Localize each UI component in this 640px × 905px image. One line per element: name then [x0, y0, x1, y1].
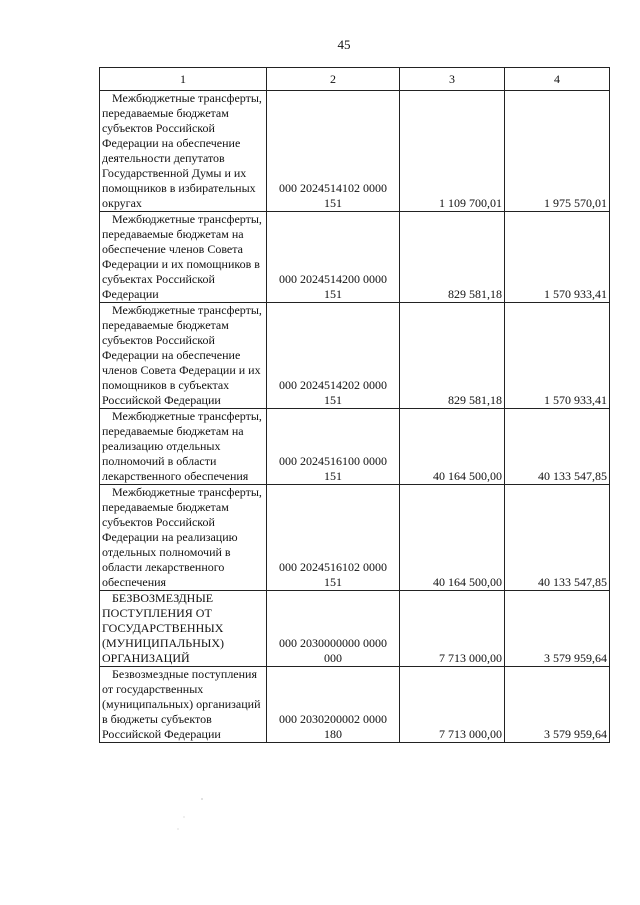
- table-header: [100, 68, 610, 91]
- row-value-col3: 7 713 000,00: [400, 667, 505, 743]
- row-value-col4: 40 133 547,85: [505, 409, 610, 485]
- row-value-col4: 3 579 959,64: [505, 667, 610, 743]
- row-code: 000 2024514200 0000 151: [267, 212, 400, 303]
- row-value-col3: 40 164 500,00: [400, 485, 505, 591]
- row-code: 000 2024516100 0000 151: [267, 409, 400, 485]
- header-col-3: 3: [400, 68, 505, 91]
- table-row: [100, 667, 610, 743]
- header-col-4: 4: [505, 68, 610, 91]
- row-name: Межбюджетные трансферты, передаваемые бюджетам субъектов Российской Федерации на обеспечение деятельности депутатов Государственной Думы и их помощников в избирательных округах: [100, 91, 267, 212]
- row-code: 000 2030000000 0000 000: [267, 591, 400, 667]
- scan-specks: [172, 795, 212, 835]
- row-name: БЕЗВОЗМЕЗДНЫЕ ПОСТУПЛЕНИЯ ОТ ГОСУДАРСТВЕННЫХ (МУНИЦИПАЛЬНЫХ) ОРГАНИЗАЦИЙ: [100, 591, 267, 667]
- row-value-col4: 3 579 959,64: [505, 591, 610, 667]
- header-row: [100, 68, 610, 91]
- header-col-2: 2: [267, 68, 400, 91]
- table-row: [100, 212, 610, 303]
- table-row: [100, 485, 610, 591]
- row-name: Межбюджетные трансферты, передаваемые бюджетам субъектов Российской Федерации на обеспечение членов Совета Федерации и их помощников в субъектах Российской Федерации: [100, 303, 267, 409]
- table-row: [100, 409, 610, 485]
- row-code: 000 2024514102 0000 151: [267, 91, 400, 212]
- table-row: [100, 91, 610, 212]
- table-body: [100, 91, 610, 743]
- row-value-col3: 1 109 700,01: [400, 91, 505, 212]
- row-value-col4: 1 975 570,01: [505, 91, 610, 212]
- row-code: 000 2024516102 0000 151: [267, 485, 400, 591]
- row-name: Межбюджетные трансферты, передаваемые бюджетам субъектов Российской Федерации на реализацию отдельных полномочий в области лекарственного обеспечения: [100, 485, 267, 591]
- table-row: [100, 303, 610, 409]
- row-name: Межбюджетные трансферты, передаваемые бюджетам на обеспечение членов Совета Федерации и их помощников в субъектах Российской Федерации: [100, 212, 267, 303]
- page-number: 45: [337, 37, 351, 52]
- row-value-col4: 40 133 547,85: [505, 485, 610, 591]
- row-code: 000 2024514202 0000 151: [267, 303, 400, 409]
- row-value-col4: 1 570 933,41: [505, 212, 610, 303]
- row-name: Безвозмездные поступления от государственных (муниципальных) организаций в бюджеты субъектов Российской Федерации: [100, 667, 267, 743]
- row-value-col4: 1 570 933,41: [505, 303, 610, 409]
- row-value-col3: 7 713 000,00: [400, 591, 505, 667]
- row-value-col3: 829 581,18: [400, 303, 505, 409]
- budget-table: [99, 67, 610, 743]
- row-name: Межбюджетные трансферты, передаваемые бюджетам на реализацию отдельных полномочий в области лекарственного обеспечения: [100, 409, 267, 485]
- row-value-col3: 40 164 500,00: [400, 409, 505, 485]
- row-code: 000 2030200002 0000 180: [267, 667, 400, 743]
- header-col-1: 1: [100, 68, 267, 91]
- row-value-col3: 829 581,18: [400, 212, 505, 303]
- table-row: [100, 591, 610, 667]
